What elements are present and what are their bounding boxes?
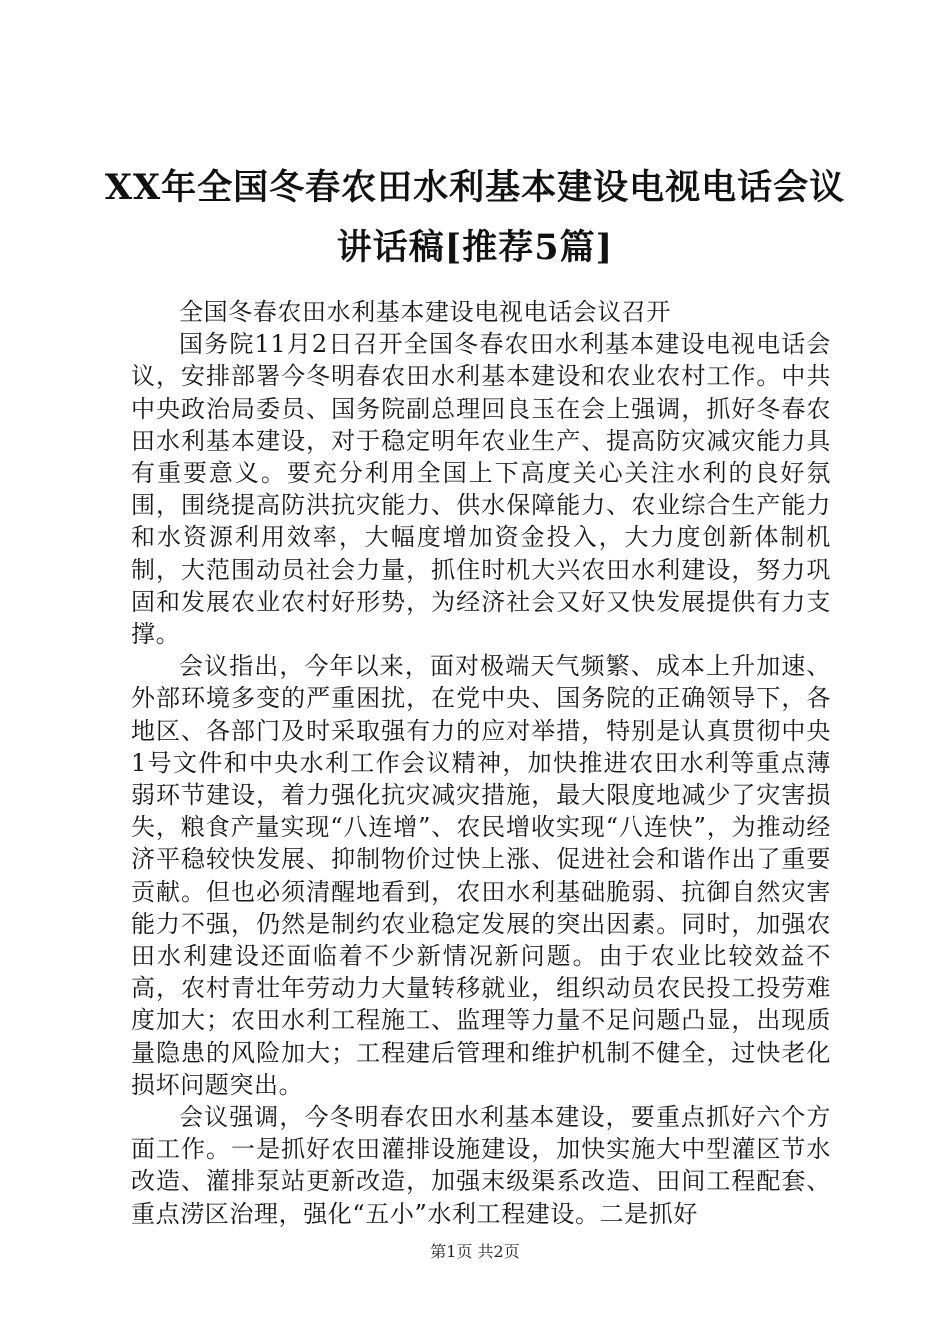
paragraph: 会议指出，今年以来，面对极端天气频繁、成本上升加速、外部环境多变的严重困扰，在党中央、国务院的正确领导下，各地区、各部门及时采取强有力的应对举措，特别是认真贯彻中央1号文件和中央水利工作会议精神，加快推进农田水利等重点薄弱环节建设，着力强化抗灾减灾措施，最大限度地减少了灾害损失，粮食产量实现“八连增”、农民增收实现“八连快”，为推动经济平稳较快发展、抑制物价过快上涨、促进社会和谐作出了重要贡献。但也必须清醒地看到，农田水利基础脆弱、抗御自然灾害能力不强，仍然是制约农业稳定发展的突出因素。同时，加强农田水利建设还面临着不少新情况新问题。由于农业比较效益不高，农村青壮年劳动力大量转移就业，组织动员农民投工投劳难度加大；农田水利工程施工、监理等力量不足问题凸显，出现质量隐患的风险加大；工程建后管理和维护机制不健全，过快老化损坏问题突出。 (131, 652, 831, 1099)
document-body (131, 296, 831, 1230)
paragraph: 国务院11月2日召开全国冬春农田水利基本建设电视电话会议，安排部署今冬明春农田水利基本建设和农业农村工作。中共中央政治局委员、国务院副总理回良玉在会上强调，抓好冬春农田水利基本建设，对于稳定明年农业生产、提高防灾减灾能力具有重要意义。要充分利用全国上下高度关心关注水利的良好氛围，围绕提高防洪抗灾能力、供水保障能力、农业综合生产能力和水资源利用效率，大幅度增加资金投入，大力度创新体制机制，大范围动员社会力量，抓住时机大兴农田水利建设，努力巩固和发展农业农村好形势，为经济社会又好又快发展提供有力支撑。 (131, 330, 831, 649)
document-title: XX年全国冬春农田水利基本建设电视电话会议讲话稿[推荐5篇] (104, 167, 846, 268)
page-footer (0, 1242, 950, 1262)
paragraph: 会议强调，今冬明春农田水利基本建设，要重点抓好六个方面工作。一是抓好农田灌排设施建设，加快实施大中型灌区节水改造、灌排泵站更新改造，加强末级渠系改造、田间工程配套、重点涝区治理，强化“五小”水利工程建设。二是抓好 (131, 1103, 831, 1228)
page-number: 第1页 共2页 (430, 1242, 520, 1261)
paragraph-heading: 全国冬春农田水利基本建设电视电话会议召开 (179, 298, 671, 326)
